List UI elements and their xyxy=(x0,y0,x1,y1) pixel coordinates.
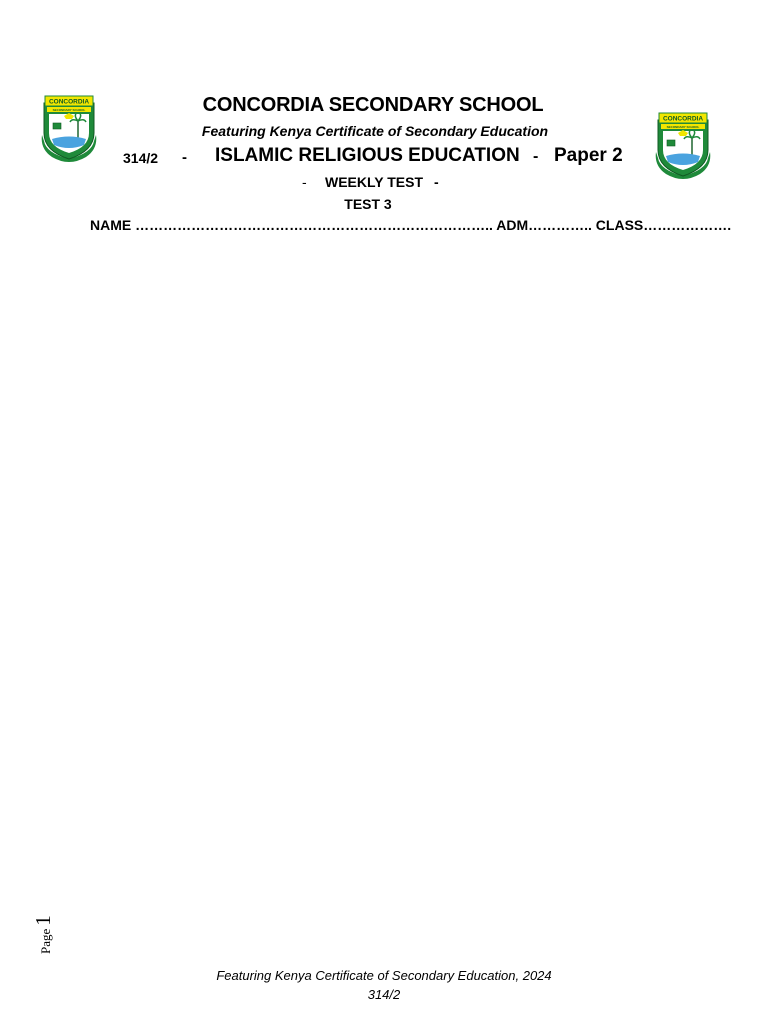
paper-title-line xyxy=(0,145,768,171)
page-word: Page xyxy=(38,928,53,954)
school-name: CONCORDIA SECONDARY SCHOOL xyxy=(202,94,544,116)
paper-number: Paper 2 xyxy=(554,145,623,166)
page-number-label xyxy=(25,908,65,958)
test-type-line xyxy=(0,174,768,194)
page-number: 1 xyxy=(31,915,55,926)
crest-subtext-right: SECONDARY SCHOOL xyxy=(666,125,700,129)
test-type-separator: - xyxy=(434,174,439,190)
footer-text: Featuring Kenya Certificate of Secondary Education, 2024 xyxy=(216,968,552,983)
crest-banner-text-left: CONCORDIA xyxy=(48,98,90,106)
subject-title: ISLAMIC RELIGIOUS EDUCATION xyxy=(215,145,520,166)
test-number: TEST 3 xyxy=(344,196,392,212)
student-details-field: NAME ………………………………………………………………….. ADM………….. CLASS………………. xyxy=(90,217,732,233)
test-type: WEEKLY TEST xyxy=(325,174,424,190)
crest-banner-text-right: CONCORDIA xyxy=(662,115,704,123)
footer-paper-code: 314/2 xyxy=(367,987,401,1002)
crest-subtext-left: SECONDARY SCHOOL xyxy=(52,108,86,112)
paper-code: 314/2 xyxy=(123,150,159,166)
featuring-subtitle: Featuring Kenya Certificate of Secondary Education xyxy=(201,123,549,139)
title-separator: - xyxy=(182,149,187,166)
title-separator: - xyxy=(533,148,539,165)
test-type-separator: - xyxy=(302,174,307,190)
